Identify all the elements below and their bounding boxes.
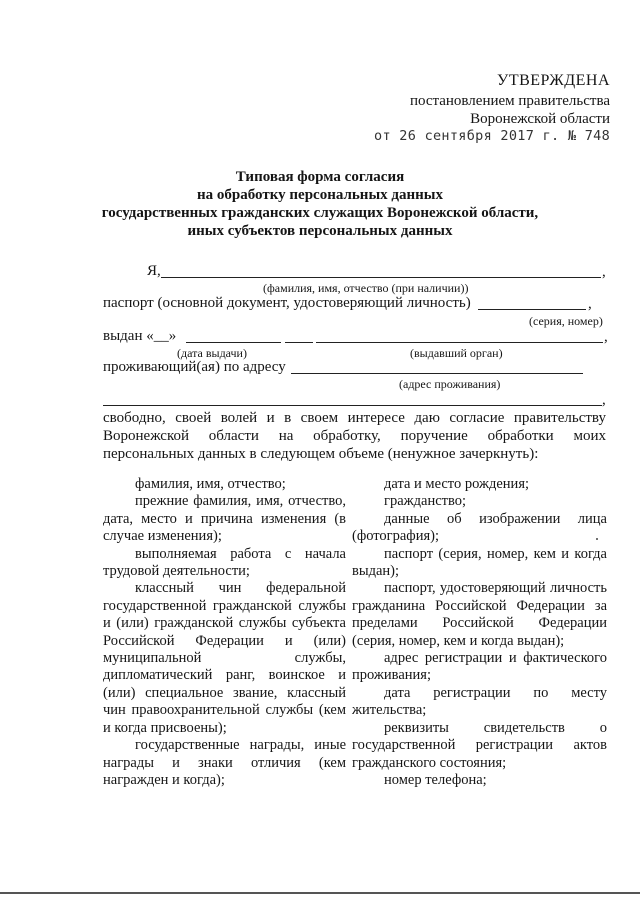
issue-year-field[interactable] xyxy=(285,342,313,343)
left-data-list xyxy=(103,476,346,789)
list-item: государственные награды, иные награды и знаки отличия (кем награжден и когда); xyxy=(103,737,346,788)
approval-line-2: Воронежской области xyxy=(470,111,610,127)
issue-date-field[interactable] xyxy=(186,342,281,343)
right-data-list xyxy=(352,476,607,789)
list-item: классный чин федеральной государственной гражданской службы и (или) гражданской службы субъекта Российской Федерации и (или) муниципальной службы, дипломатический ранг, воинское и (или) специальное звание, классный чин правоохранительной службы (кем и когда присвоены); xyxy=(103,580,346,736)
list-item: дата регистрации по месту жительства; xyxy=(352,684,607,719)
passport-series-field[interactable] xyxy=(478,309,586,310)
approval-heading: УТВЕРЖДЕНА xyxy=(496,72,610,89)
full-name-field[interactable] xyxy=(161,277,601,278)
comma: , xyxy=(602,392,606,408)
consent-line-2: Воронежской области на обработку, поручение обработки моих xyxy=(103,428,606,444)
list-item: выполняемая работа с начала трудовой деятельности; xyxy=(103,545,346,580)
residing-label: проживающий(ая) по адресу xyxy=(103,359,286,375)
document-title-line-4: иных субъектов персональных данных xyxy=(187,223,453,239)
comma: , xyxy=(604,329,608,345)
issuer-field[interactable] xyxy=(316,342,603,343)
issued-label: выдан «__» xyxy=(103,328,177,344)
approval-line-1: постановлением правительства xyxy=(409,93,610,109)
i-label: Я, xyxy=(147,263,161,279)
scan-speck xyxy=(596,538,598,540)
list-item: реквизиты свидетельств о государственной регистрации актов гражданского состояния; xyxy=(352,719,607,771)
consent-line-3: персональных данных в следующем объеме (ненужное зачеркнуть): xyxy=(103,446,539,462)
issue-date-caption: (дата выдачи) xyxy=(177,346,247,360)
list-item: адрес регистрации и фактического проживания; xyxy=(352,650,607,684)
approval-date-stamp: от 26 сентября 2017 г. № 748 xyxy=(374,128,610,144)
list-item: паспорт, удостоверяющий личность гражданина Российской Федерации за пределами Российской Федерации (серия, номер, кем и когда выдан); xyxy=(352,580,607,649)
list-item: дата и место рождения; xyxy=(384,476,530,492)
list-item: прежние фамилия, имя, отчество, дата, место и причина изменения (в случае изменения); xyxy=(103,493,346,545)
passport-label: паспорт (основной документ, удостоверяющий личность) xyxy=(103,295,471,311)
document-title-line-1: Типовая форма согласия xyxy=(235,169,405,185)
name-caption: (фамилия, имя, отчество (при наличии)) xyxy=(263,281,469,295)
series-caption: (серия, номер) xyxy=(529,314,603,328)
comma: , xyxy=(588,296,592,312)
document-title-line-3: государственных гражданских служащих Воронежской области, xyxy=(101,205,539,221)
list-item: данные об изображении лица (фотография); xyxy=(352,510,607,545)
list-item: фамилия, имя, отчество; xyxy=(135,476,286,492)
address-caption: (адрес проживания) xyxy=(399,377,501,391)
list-item: паспорт (серия, номер, кем и когда выдан); xyxy=(352,545,607,580)
address-field-continued[interactable] xyxy=(103,405,602,406)
comma: , xyxy=(602,264,606,280)
list-item: гражданство; xyxy=(384,493,467,510)
scan-edge-rule xyxy=(0,892,640,894)
address-field[interactable] xyxy=(291,373,583,374)
document-title-line-2: на обработку персональных данных xyxy=(197,187,443,203)
consent-line-1: свободно, своей волей и в своем интересе даю согласие правительству xyxy=(103,410,606,426)
issuer-caption: (выдавший орган) xyxy=(410,346,503,360)
list-item: номер телефона; xyxy=(384,771,487,788)
